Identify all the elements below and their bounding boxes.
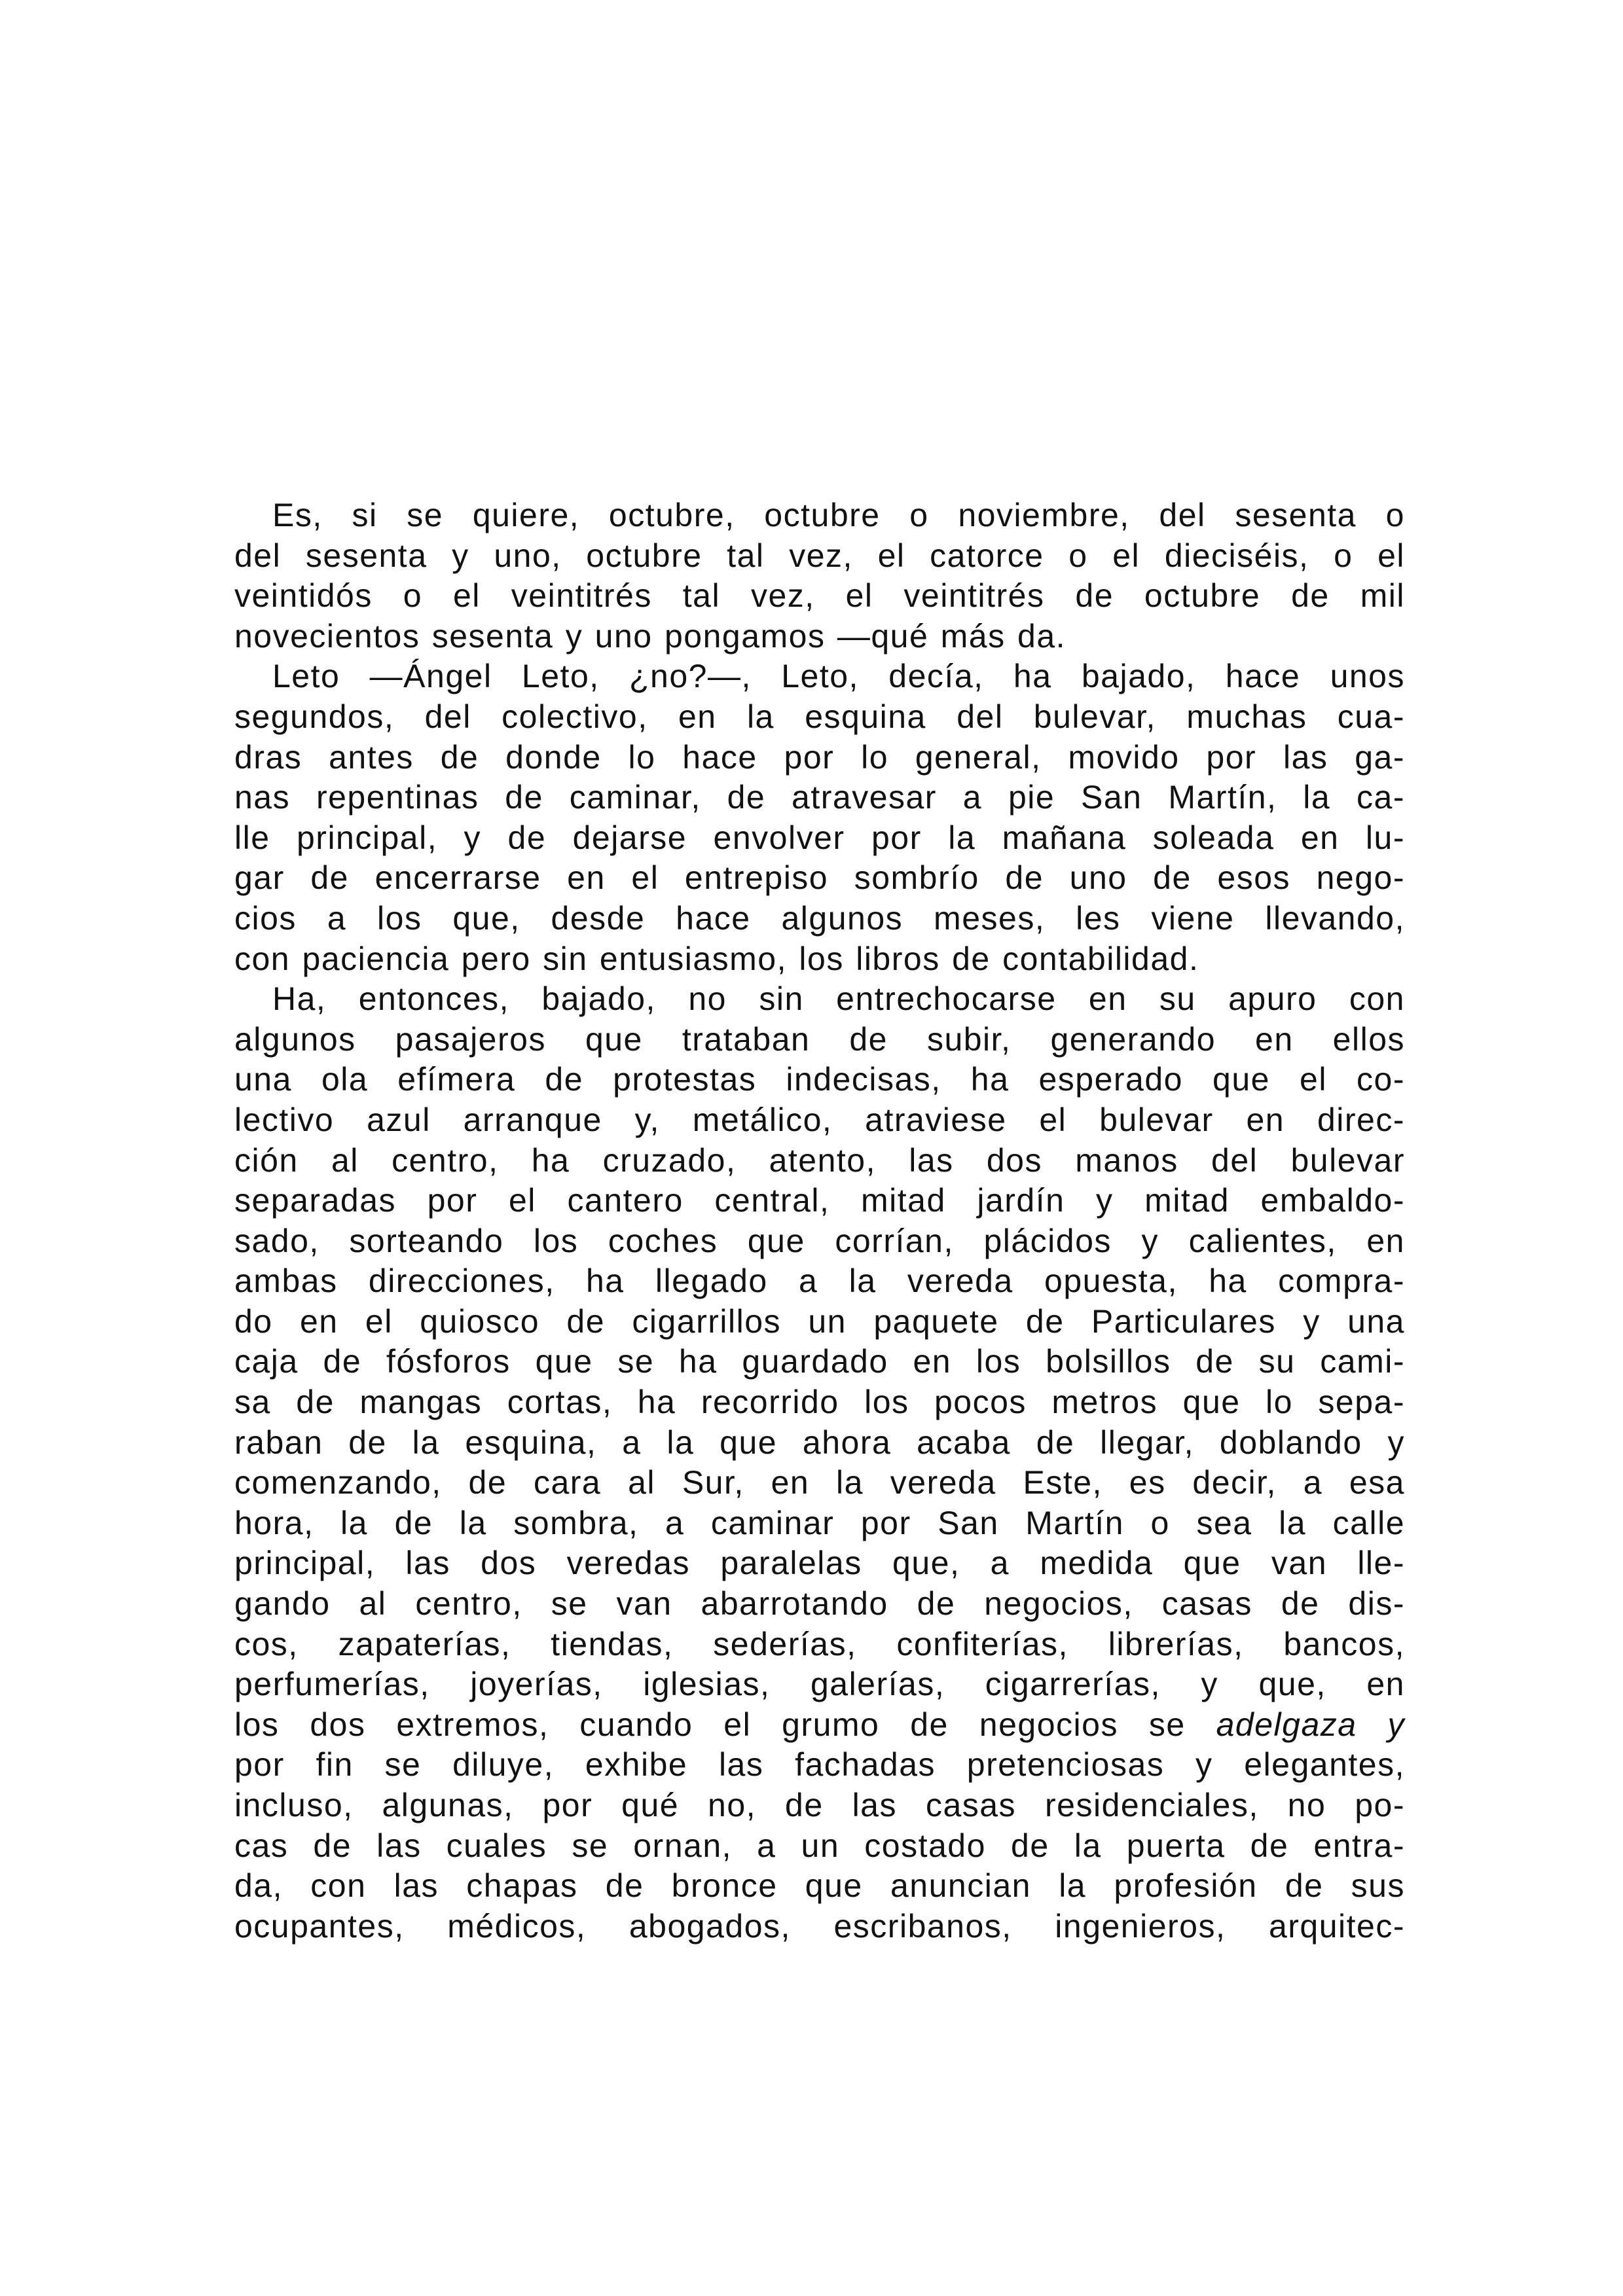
text-line: veintidós o el veintitrés tal vez, el veintitrés de octubre de mil <box>234 577 1405 615</box>
italic-text: adelgaza y <box>1216 1706 1405 1743</box>
text-line: cos, zapaterías, tiendas, sederías, confiterías, librerías, bancos, <box>234 1625 1405 1662</box>
text-line: cas de las cuales se ornan, a un costado de la puerta de entra- <box>234 1827 1405 1864</box>
text-line: principal, las dos veredas paralelas que, a medida que van lle- <box>234 1545 1405 1582</box>
text-line: hora, la de la sombra, a caminar por San Martín o sea la calle <box>234 1504 1405 1541</box>
text-line: ocupantes, médicos, abogados, escribanos, ingenieros, arquitec- <box>234 1907 1405 1945</box>
text-line: cios a los que, desde hace algunos meses, les viene llevando, <box>234 899 1405 937</box>
text-line: por fin se diluye, exhibe las fachadas pretenciosas y elegantes, <box>234 1746 1405 1784</box>
text-line: segundos, del colectivo, en la esquina del bulevar, muchas cua- <box>234 698 1405 735</box>
text-line: sado, sorteando los coches que corrían, plácidos y calientes, en <box>234 1222 1405 1259</box>
text-segment: los dos extremos, cuando el grumo de negocios se <box>234 1706 1186 1743</box>
text-line: dras antes de donde lo hace por lo general, movido por las ga- <box>234 738 1405 776</box>
text-line: do en el quiosco de cigarrillos un paquete de Particulares y una <box>234 1302 1405 1340</box>
text-line: caja de fósforos que se ha guardado en los bolsillos de su cami- <box>234 1343 1405 1380</box>
text-line: nas repentinas de caminar, de atravesar a pie San Martín, la ca- <box>234 779 1405 816</box>
text-line: algunos pasajeros que trataban de subir, generando en ellos <box>234 1020 1405 1058</box>
text-line: separadas por el cantero central, mitad jardín y mitad embaldo- <box>234 1182 1405 1219</box>
text-line: comenzando, de cara al Sur, en la vereda Este, es decir, a esa <box>234 1464 1405 1501</box>
text-line: con paciencia pero sin entusiasmo, los libros de contabilidad. <box>234 940 1199 977</box>
text-line: lectivo azul arranque y, metálico, atraviese el bulevar en direc- <box>234 1101 1405 1138</box>
text-line: perfumerías, joyerías, iglesias, galerías, cigarrerías, y que, en <box>234 1666 1405 1703</box>
body-text <box>234 495 1405 1946</box>
text-line: del sesenta y uno, octubre tal vez, el catorce o el dieciséis, o el <box>234 537 1405 574</box>
text-line: ción al centro, ha cruzado, atento, las dos manos del bulevar <box>234 1141 1405 1179</box>
text-line: da, con las chapas de bronce que anuncian la profesión de sus <box>234 1867 1405 1905</box>
text-line: Es, si se quiere, octubre, octubre o noviembre, del sesenta o <box>272 497 1405 533</box>
text-line: una ola efímera de protestas indecisas, ha esperado que el co- <box>234 1061 1405 1098</box>
text-line: Ha, entonces, bajado, no sin entrechocarse en su apuro con <box>272 980 1405 1018</box>
text-line: lle principal, y de dejarse envolver por la mañana soleada en lu- <box>234 819 1405 856</box>
text-line: gando al centro, se van abarrotando de negocios, casas de dis- <box>234 1585 1405 1623</box>
text-line: gar de encerrarse en el entrepiso sombrío de uno de esos nego- <box>234 859 1405 897</box>
text-line: ambas direcciones, ha llegado a la vereda opuesta, ha compra- <box>234 1263 1405 1300</box>
text-line-with-italic <box>234 1705 1405 1746</box>
text-line: sa de mangas cortas, ha recorrido los pocos metros que lo sepa- <box>234 1384 1405 1421</box>
text-line: Leto —Ángel Leto, ¿no?—, Leto, decía, ha bajado, hace unos <box>272 658 1405 695</box>
text-line: novecientos sesenta y uno pongamos —qué más da. <box>234 617 1067 655</box>
text-line: incluso, algunas, por qué no, de las casas residenciales, no po- <box>234 1787 1405 1823</box>
text-line: raban de la esquina, a la que ahora acaba de llegar, doblando y <box>234 1424 1405 1461</box>
